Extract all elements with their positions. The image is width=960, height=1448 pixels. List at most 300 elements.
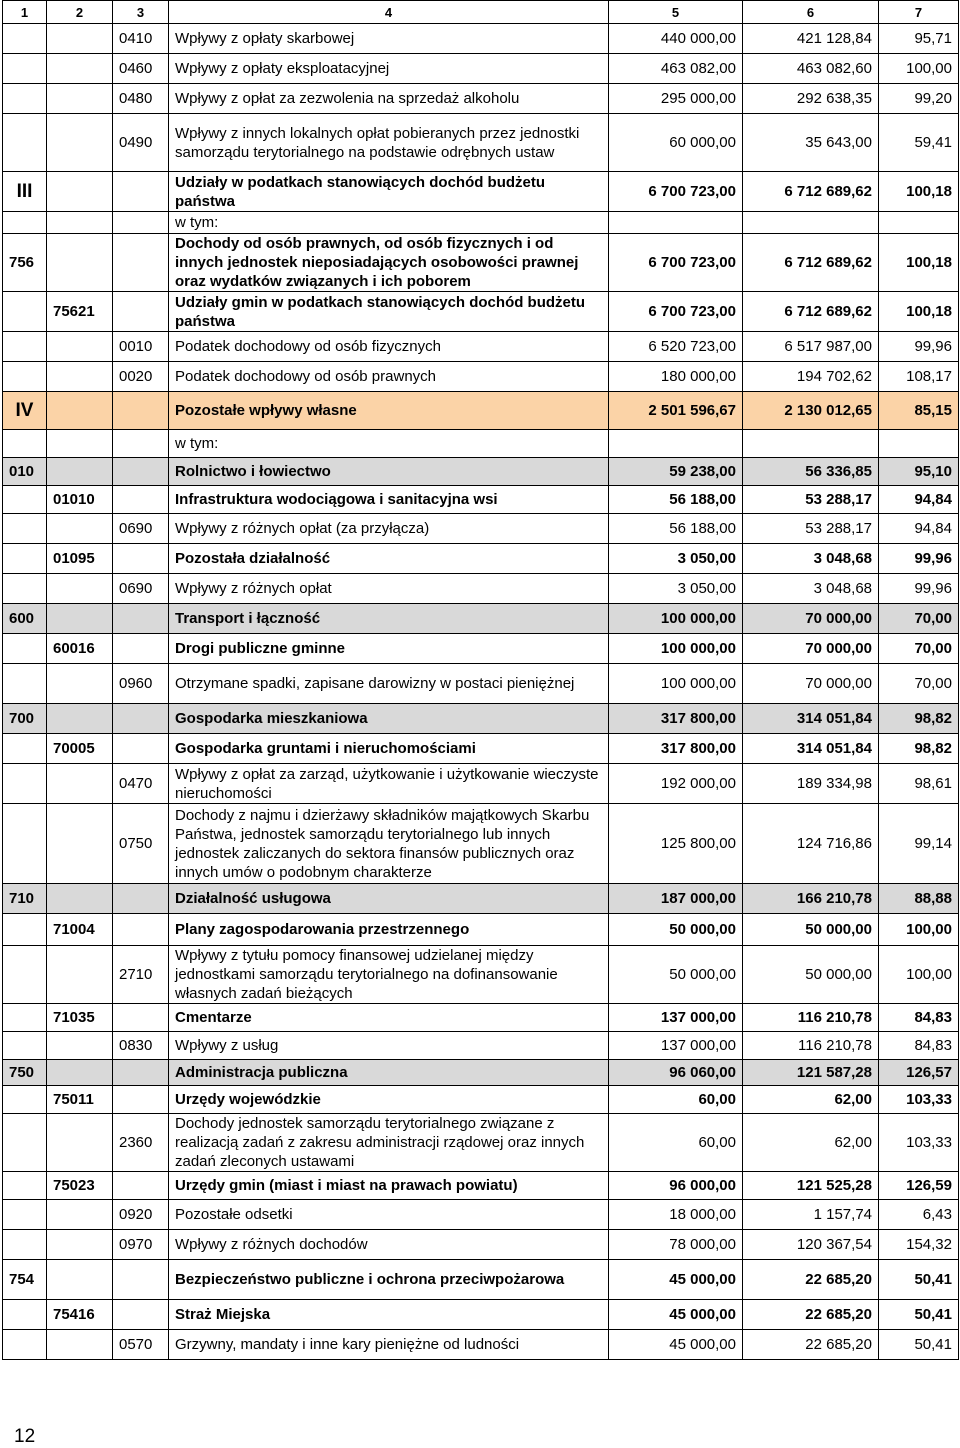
plan-amount-cell: 6 700 723,00 — [609, 292, 743, 332]
paragraph-code-cell — [113, 458, 169, 486]
percent-cell: 59,41 — [879, 114, 959, 172]
percent-cell: 94,84 — [879, 514, 959, 544]
description-cell: Pozostała działalność — [169, 544, 609, 574]
plan-amount-cell: 125 800,00 — [609, 804, 743, 884]
paragraph-code-cell — [113, 914, 169, 946]
table-row — [3, 1114, 959, 1172]
table-row — [3, 734, 959, 764]
plan-amount-cell: 317 800,00 — [609, 704, 743, 734]
percent-cell: 100,00 — [879, 946, 959, 1004]
chapter-code-cell — [47, 1032, 113, 1060]
section-code-cell: 756 — [3, 234, 47, 292]
percent-cell: 108,17 — [879, 362, 959, 392]
executed-amount-cell: 116 210,78 — [743, 1004, 879, 1032]
executed-amount-cell: 6 712 689,62 — [743, 292, 879, 332]
description-cell: Dochody jednostek samorządu terytorialnego związane z realizacją zadań z zakresu administracji rządowej oraz innych zadań zleconych ustawami — [169, 1114, 609, 1172]
percent-cell: 103,33 — [879, 1114, 959, 1172]
section-code-cell — [3, 114, 47, 172]
table-row — [3, 332, 959, 362]
section-code-cell — [3, 664, 47, 704]
executed-amount-cell: 3 048,68 — [743, 544, 879, 574]
section-code-cell — [3, 514, 47, 544]
paragraph-code-cell: 0010 — [113, 332, 169, 362]
table-row — [3, 574, 959, 604]
percent-cell: 126,57 — [879, 1060, 959, 1086]
description-cell: w tym: — [169, 212, 609, 234]
percent-cell: 98,82 — [879, 734, 959, 764]
section-code-cell — [3, 84, 47, 114]
section-code-cell — [3, 292, 47, 332]
percent-cell: 100,00 — [879, 54, 959, 84]
section-code-cell — [3, 1004, 47, 1032]
table-row — [3, 1230, 959, 1260]
plan-amount-cell: 100 000,00 — [609, 604, 743, 634]
executed-amount-cell: 121 525,28 — [743, 1172, 879, 1200]
description-cell: Otrzymane spadki, zapisane darowizny w postaci pieniężnej — [169, 664, 609, 704]
plan-amount-cell: 50 000,00 — [609, 946, 743, 1004]
plan-amount-cell: 60,00 — [609, 1114, 743, 1172]
paragraph-code-cell — [113, 1060, 169, 1086]
chapter-code-cell — [47, 234, 113, 292]
description-cell: Straż Miejska — [169, 1300, 609, 1330]
section-code-cell — [3, 1032, 47, 1060]
section-code-cell: 700 — [3, 704, 47, 734]
executed-amount-cell: 292 638,35 — [743, 84, 879, 114]
percent-cell: 95,10 — [879, 458, 959, 486]
description-cell: Wpływy z różnych opłat (za przyłącza) — [169, 514, 609, 544]
description-cell: Podatek dochodowy od osób prawnych — [169, 362, 609, 392]
header-row — [3, 1, 959, 24]
plan-amount-cell: 6 520 723,00 — [609, 332, 743, 362]
paragraph-code-cell: 0750 — [113, 804, 169, 884]
plan-amount-cell: 45 000,00 — [609, 1260, 743, 1300]
table-row — [3, 514, 959, 544]
chapter-code-cell — [47, 946, 113, 1004]
chapter-code-cell — [47, 604, 113, 634]
section-code-cell — [3, 332, 47, 362]
description-cell: Wpływy z opłaty skarbowej — [169, 24, 609, 54]
paragraph-code-cell — [113, 734, 169, 764]
plan-amount-cell: 100 000,00 — [609, 634, 743, 664]
plan-amount-cell: 2 501 596,67 — [609, 392, 743, 430]
percent-cell: 50,41 — [879, 1260, 959, 1300]
executed-amount-cell — [743, 212, 879, 234]
description-cell: Administracja publiczna — [169, 1060, 609, 1086]
executed-amount-cell: 189 334,98 — [743, 764, 879, 804]
section-code-cell — [3, 634, 47, 664]
plan-amount-cell: 187 000,00 — [609, 884, 743, 914]
percent-cell: 6,43 — [879, 1200, 959, 1230]
executed-amount-cell: 50 000,00 — [743, 914, 879, 946]
header-cell: 1 — [3, 1, 47, 24]
section-code-cell — [3, 1114, 47, 1172]
table-row — [3, 24, 959, 54]
paragraph-code-cell — [113, 234, 169, 292]
percent-cell: 95,71 — [879, 24, 959, 54]
executed-amount-cell: 124 716,86 — [743, 804, 879, 884]
chapter-code-cell — [47, 1330, 113, 1360]
plan-amount-cell: 18 000,00 — [609, 1200, 743, 1230]
header-cell: 4 — [169, 1, 609, 24]
header-cell: 3 — [113, 1, 169, 24]
plan-amount-cell: 6 700 723,00 — [609, 234, 743, 292]
chapter-code-cell: 75621 — [47, 292, 113, 332]
page-number: 12 — [14, 1426, 36, 1447]
executed-amount-cell: 6 712 689,62 — [743, 234, 879, 292]
paragraph-code-cell — [113, 172, 169, 212]
description-cell: Udziały w podatkach stanowiących dochód budżetu państwa — [169, 172, 609, 212]
executed-amount-cell: 70 000,00 — [743, 634, 879, 664]
executed-amount-cell: 70 000,00 — [743, 664, 879, 704]
description-cell: Podatek dochodowy od osób fizycznych — [169, 332, 609, 362]
paragraph-code-cell — [113, 392, 169, 430]
executed-amount-cell: 53 288,17 — [743, 486, 879, 514]
percent-cell: 50,41 — [879, 1300, 959, 1330]
chapter-code-cell — [47, 1230, 113, 1260]
table-row — [3, 884, 959, 914]
paragraph-code-cell: 0690 — [113, 514, 169, 544]
table-row — [3, 362, 959, 392]
section-code-cell — [3, 544, 47, 574]
percent-cell — [879, 430, 959, 458]
paragraph-code-cell: 0410 — [113, 24, 169, 54]
table-row — [3, 804, 959, 884]
section-code-cell — [3, 914, 47, 946]
percent-cell: 70,00 — [879, 664, 959, 704]
paragraph-code-cell — [113, 1300, 169, 1330]
executed-amount-cell: 120 367,54 — [743, 1230, 879, 1260]
chapter-code-cell — [47, 804, 113, 884]
section-code-cell — [3, 486, 47, 514]
plan-amount-cell: 59 238,00 — [609, 458, 743, 486]
paragraph-code-cell — [113, 1172, 169, 1200]
paragraph-code-cell — [113, 1086, 169, 1114]
description-cell: Infrastruktura wodociągowa i sanitacyjna wsi — [169, 486, 609, 514]
chapter-code-cell: 71035 — [47, 1004, 113, 1032]
chapter-code-cell: 01010 — [47, 486, 113, 514]
chapter-code-cell: 70005 — [47, 734, 113, 764]
executed-amount-cell: 194 702,62 — [743, 362, 879, 392]
executed-amount-cell: 62,00 — [743, 1086, 879, 1114]
section-code-cell — [3, 804, 47, 884]
section-code-cell — [3, 1200, 47, 1230]
description-cell: Wpływy z opłaty eksploatacyjnej — [169, 54, 609, 84]
paragraph-code-cell — [113, 634, 169, 664]
plan-amount-cell: 50 000,00 — [609, 914, 743, 946]
section-code-cell: IV — [3, 392, 47, 430]
chapter-code-cell — [47, 704, 113, 734]
percent-cell: 85,15 — [879, 392, 959, 430]
paragraph-code-cell: 0490 — [113, 114, 169, 172]
plan-amount-cell: 45 000,00 — [609, 1330, 743, 1360]
percent-cell: 88,88 — [879, 884, 959, 914]
table-row — [3, 1086, 959, 1114]
plan-amount-cell: 137 000,00 — [609, 1004, 743, 1032]
description-cell: Wpływy z opłat za zarząd, użytkowanie i użytkowanie wieczyste nieruchomości — [169, 764, 609, 804]
plan-amount-cell: 100 000,00 — [609, 664, 743, 704]
executed-amount-cell: 6 517 987,00 — [743, 332, 879, 362]
table-row — [3, 1330, 959, 1360]
chapter-code-cell — [47, 212, 113, 234]
chapter-code-cell — [47, 84, 113, 114]
description-cell: Rolnictwo i łowiectwo — [169, 458, 609, 486]
executed-amount-cell: 1 157,74 — [743, 1200, 879, 1230]
table-row — [3, 430, 959, 458]
percent-cell: 126,59 — [879, 1172, 959, 1200]
executed-amount-cell: 463 082,60 — [743, 54, 879, 84]
description-cell: Dochody od osób prawnych, od osób fizycznych i od innych jednostek nieposiadających osobowości prawnej oraz wydatków związanych i ich poborem — [169, 234, 609, 292]
chapter-code-cell — [47, 392, 113, 430]
table-row — [3, 1060, 959, 1086]
section-code-cell — [3, 212, 47, 234]
paragraph-code-cell — [113, 704, 169, 734]
percent-cell: 70,00 — [879, 634, 959, 664]
chapter-code-cell — [47, 514, 113, 544]
plan-amount-cell: 295 000,00 — [609, 84, 743, 114]
table-row — [3, 292, 959, 332]
chapter-code-cell: 71004 — [47, 914, 113, 946]
table-row — [3, 1004, 959, 1032]
section-code-cell: 750 — [3, 1060, 47, 1086]
paragraph-code-cell — [113, 604, 169, 634]
table-row — [3, 392, 959, 430]
plan-amount-cell: 56 188,00 — [609, 514, 743, 544]
chapter-code-cell — [47, 1200, 113, 1230]
plan-amount-cell: 3 050,00 — [609, 574, 743, 604]
chapter-code-cell — [47, 574, 113, 604]
chapter-code-cell — [47, 1114, 113, 1172]
table-row — [3, 234, 959, 292]
description-cell: Drogi publiczne gminne — [169, 634, 609, 664]
plan-amount-cell: 96 000,00 — [609, 1172, 743, 1200]
paragraph-code-cell — [113, 884, 169, 914]
header-cell: 6 — [743, 1, 879, 24]
executed-amount-cell: 53 288,17 — [743, 514, 879, 544]
paragraph-code-cell: 0460 — [113, 54, 169, 84]
paragraph-code-cell — [113, 292, 169, 332]
paragraph-code-cell — [113, 1260, 169, 1300]
section-code-cell — [3, 1086, 47, 1114]
executed-amount-cell: 2 130 012,65 — [743, 392, 879, 430]
description-cell: Plany zagospodarowania przestrzennego — [169, 914, 609, 946]
executed-amount-cell: 6 712 689,62 — [743, 172, 879, 212]
percent-cell: 98,82 — [879, 704, 959, 734]
description-cell: Gospodarka gruntami i nieruchomościami — [169, 734, 609, 764]
executed-amount-cell: 35 643,00 — [743, 114, 879, 172]
percent-cell: 84,83 — [879, 1004, 959, 1032]
executed-amount-cell: 116 210,78 — [743, 1032, 879, 1060]
plan-amount-cell: 3 050,00 — [609, 544, 743, 574]
table-row — [3, 1172, 959, 1200]
percent-cell: 100,18 — [879, 234, 959, 292]
paragraph-code-cell — [113, 544, 169, 574]
paragraph-code-cell: 0480 — [113, 84, 169, 114]
table-row — [3, 54, 959, 84]
percent-cell: 154,32 — [879, 1230, 959, 1260]
chapter-code-cell — [47, 764, 113, 804]
paragraph-code-cell — [113, 212, 169, 234]
description-cell: Grzywny, mandaty i inne kary pieniężne od ludności — [169, 1330, 609, 1360]
executed-amount-cell: 70 000,00 — [743, 604, 879, 634]
table-row — [3, 1200, 959, 1230]
chapter-code-cell — [47, 114, 113, 172]
paragraph-code-cell: 2360 — [113, 1114, 169, 1172]
chapter-code-cell — [47, 1060, 113, 1086]
percent-cell: 99,96 — [879, 332, 959, 362]
plan-amount-cell: 78 000,00 — [609, 1230, 743, 1260]
percent-cell: 70,00 — [879, 604, 959, 634]
description-cell: Urzędy wojewódzkie — [169, 1086, 609, 1114]
percent-cell: 99,14 — [879, 804, 959, 884]
chapter-code-cell: 60016 — [47, 634, 113, 664]
percent-cell: 84,83 — [879, 1032, 959, 1060]
executed-amount-cell: 3 048,68 — [743, 574, 879, 604]
percent-cell: 100,18 — [879, 292, 959, 332]
percent-cell: 50,41 — [879, 1330, 959, 1360]
table-row — [3, 634, 959, 664]
plan-amount-cell: 45 000,00 — [609, 1300, 743, 1330]
table-row — [3, 172, 959, 212]
percent-cell: 99,96 — [879, 574, 959, 604]
table-row — [3, 704, 959, 734]
description-cell: Wpływy z innych lokalnych opłat pobieranych przez jednostki samorządu terytorialnego na podstawie odrębnych ustaw — [169, 114, 609, 172]
plan-amount-cell: 96 060,00 — [609, 1060, 743, 1086]
percent-cell: 103,33 — [879, 1086, 959, 1114]
executed-amount-cell: 22 685,20 — [743, 1260, 879, 1300]
plan-amount-cell: 440 000,00 — [609, 24, 743, 54]
chapter-code-cell: 75416 — [47, 1300, 113, 1330]
executed-amount-cell: 22 685,20 — [743, 1300, 879, 1330]
table-row — [3, 544, 959, 574]
table-row — [3, 1032, 959, 1060]
header-cell: 7 — [879, 1, 959, 24]
table-row — [3, 946, 959, 1004]
section-code-cell — [3, 430, 47, 458]
table-row — [3, 486, 959, 514]
section-code-cell — [3, 1330, 47, 1360]
section-code-cell — [3, 764, 47, 804]
percent-cell: 98,61 — [879, 764, 959, 804]
section-code-cell — [3, 734, 47, 764]
paragraph-code-cell: 0970 — [113, 1230, 169, 1260]
section-code-cell — [3, 1172, 47, 1200]
percent-cell: 99,96 — [879, 544, 959, 574]
section-code-cell — [3, 362, 47, 392]
plan-amount-cell — [609, 212, 743, 234]
section-code-cell: 600 — [3, 604, 47, 634]
section-code-cell: 010 — [3, 458, 47, 486]
plan-amount-cell: 6 700 723,00 — [609, 172, 743, 212]
section-code-cell — [3, 24, 47, 54]
description-cell: Wpływy z tytułu pomocy finansowej udzielanej między jednostkami samorządu terytorialnego na dofinansowanie własnych zadań bieżących — [169, 946, 609, 1004]
section-code-cell: III — [3, 172, 47, 212]
percent-cell: 100,18 — [879, 172, 959, 212]
paragraph-code-cell: 0470 — [113, 764, 169, 804]
chapter-code-cell — [47, 1260, 113, 1300]
chapter-code-cell: 75011 — [47, 1086, 113, 1114]
paragraph-code-cell: 0020 — [113, 362, 169, 392]
chapter-code-cell: 01095 — [47, 544, 113, 574]
table-row — [3, 664, 959, 704]
budget-table — [2, 0, 959, 1360]
section-code-cell — [3, 946, 47, 1004]
header-cell: 2 — [47, 1, 113, 24]
section-code-cell — [3, 54, 47, 84]
description-cell: Pozostałe odsetki — [169, 1200, 609, 1230]
plan-amount-cell: 180 000,00 — [609, 362, 743, 392]
table-row — [3, 458, 959, 486]
plan-amount-cell: 56 188,00 — [609, 486, 743, 514]
description-cell: Cmentarze — [169, 1004, 609, 1032]
description-cell: Wpływy z różnych dochodów — [169, 1230, 609, 1260]
section-code-cell: 754 — [3, 1260, 47, 1300]
plan-amount-cell: 137 000,00 — [609, 1032, 743, 1060]
paragraph-code-cell — [113, 430, 169, 458]
table-row — [3, 84, 959, 114]
section-code-cell: 710 — [3, 884, 47, 914]
chapter-code-cell — [47, 54, 113, 84]
chapter-code-cell — [47, 430, 113, 458]
executed-amount-cell — [743, 430, 879, 458]
description-cell: Dochody z najmu i dzierżawy składników majątkowych Skarbu Państwa, jednostek samorządu terytorialnego lub innych jednostek zaliczanych do sektora finansów publicznych oraz innych umów o podobnym charakterze — [169, 804, 609, 884]
executed-amount-cell: 22 685,20 — [743, 1330, 879, 1360]
description-cell: Urzędy gmin (miast i miast na prawach powiatu) — [169, 1172, 609, 1200]
table-row — [3, 764, 959, 804]
description-cell: w tym: — [169, 430, 609, 458]
executed-amount-cell: 314 051,84 — [743, 734, 879, 764]
table-row — [3, 1260, 959, 1300]
chapter-code-cell — [47, 362, 113, 392]
executed-amount-cell: 166 210,78 — [743, 884, 879, 914]
chapter-code-cell: 75023 — [47, 1172, 113, 1200]
executed-amount-cell: 62,00 — [743, 1114, 879, 1172]
paragraph-code-cell: 0690 — [113, 574, 169, 604]
plan-amount-cell — [609, 430, 743, 458]
paragraph-code-cell: 0830 — [113, 1032, 169, 1060]
plan-amount-cell: 192 000,00 — [609, 764, 743, 804]
description-cell: Wpływy z różnych opłat — [169, 574, 609, 604]
description-cell: Transport i łączność — [169, 604, 609, 634]
chapter-code-cell — [47, 664, 113, 704]
description-cell: Działalność usługowa — [169, 884, 609, 914]
table-row — [3, 212, 959, 234]
executed-amount-cell: 314 051,84 — [743, 704, 879, 734]
percent-cell: 94,84 — [879, 486, 959, 514]
paragraph-code-cell: 0960 — [113, 664, 169, 704]
section-code-cell — [3, 1300, 47, 1330]
section-code-cell — [3, 1230, 47, 1260]
executed-amount-cell: 121 587,28 — [743, 1060, 879, 1086]
description-cell: Pozostałe wpływy własne — [169, 392, 609, 430]
description-cell: Gospodarka mieszkaniowa — [169, 704, 609, 734]
paragraph-code-cell: 0920 — [113, 1200, 169, 1230]
plan-amount-cell: 463 082,00 — [609, 54, 743, 84]
chapter-code-cell — [47, 172, 113, 212]
table-row — [3, 604, 959, 634]
chapter-code-cell — [47, 332, 113, 362]
table-row — [3, 1300, 959, 1330]
table-row — [3, 914, 959, 946]
executed-amount-cell: 421 128,84 — [743, 24, 879, 54]
paragraph-code-cell — [113, 486, 169, 514]
percent-cell: 100,00 — [879, 914, 959, 946]
executed-amount-cell: 56 336,85 — [743, 458, 879, 486]
plan-amount-cell: 317 800,00 — [609, 734, 743, 764]
description-cell: Bezpieczeństwo publiczne i ochrona przeciwpożarowa — [169, 1260, 609, 1300]
header-cell: 5 — [609, 1, 743, 24]
chapter-code-cell — [47, 884, 113, 914]
description-cell: Wpływy z opłat za zezwolenia na sprzedaż alkoholu — [169, 84, 609, 114]
